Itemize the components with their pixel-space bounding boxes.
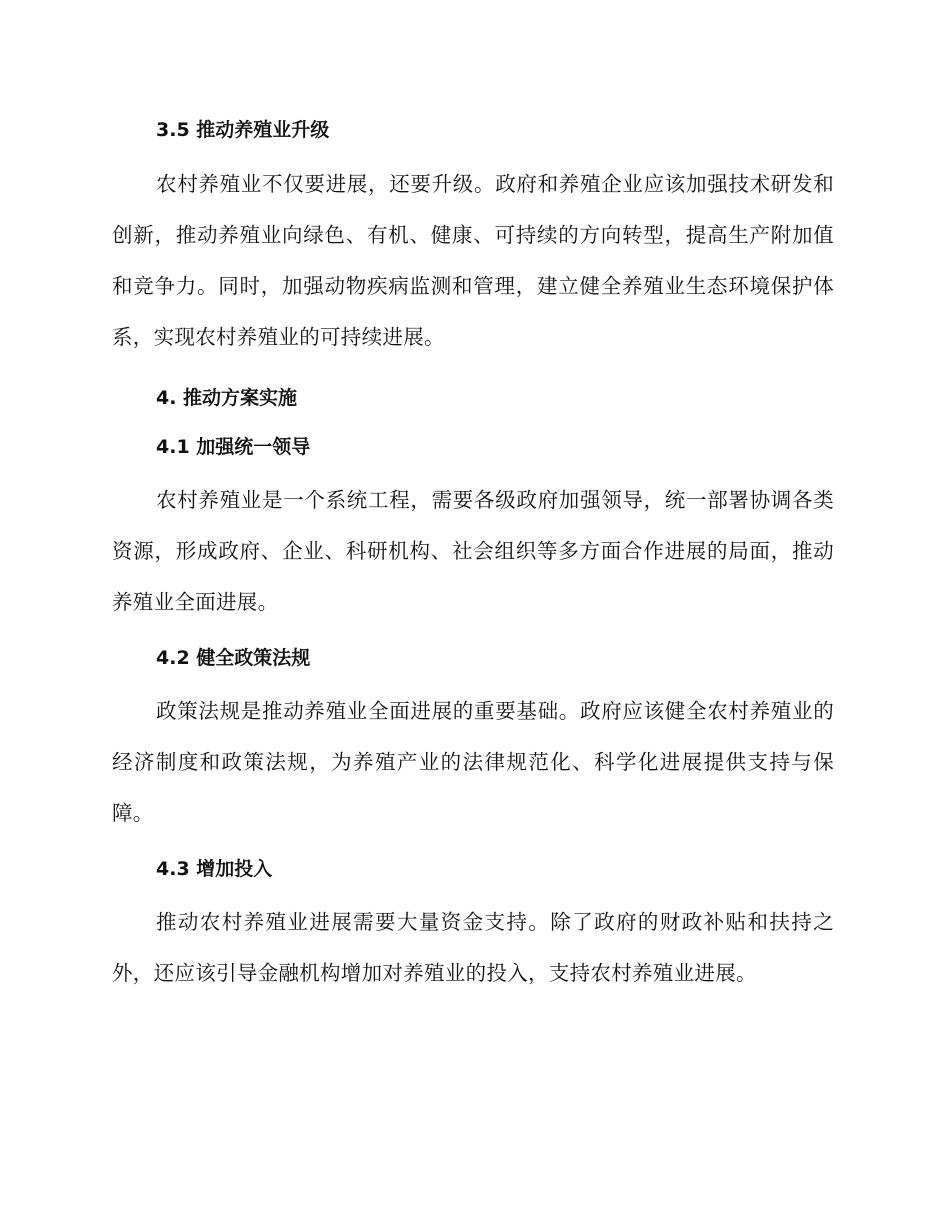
section-heading-3-5: 3.5 推动养殖业升级 (156, 119, 330, 141)
document-page (112, 108, 834, 999)
section-heading-4: 4. 推动方案实施 (156, 387, 298, 409)
section-heading-4-2: 4.2 健全政策法规 (156, 647, 311, 669)
section-paragraph-4-2: 政策法规是推动养殖业全面进展的重要基础。政府应该健全农村养殖业的经济制度和政策法规，为养殖产业的法律规范化、科学化进展提供支持与保障。 (112, 699, 834, 825)
section-heading-4-3: 4.3 增加投入 (156, 858, 273, 880)
section-heading-4-1: 4.1 加强统一领导 (156, 436, 311, 458)
section-paragraph-4-3: 推动农村养殖业进展需要大量资金支持。除了政府的财政补贴和扶持之外，还应该引导金融机构增加对养殖业的投入，支持农村养殖业进展。 (112, 910, 834, 985)
section-paragraph-3-5: 农村养殖业不仅要进展，还要升级。政府和养殖企业应该加强技术研发和创新，推动养殖业向绿色、有机、健康、可持续的方向转型，提高生产附加值和竞争力。同时，加强动物疾病监测和管理，建立健全养殖业生态环境保护体系，实现农村养殖业的可持续进展。 (112, 172, 834, 349)
section-paragraph-4-1: 农村养殖业是一个系统工程，需要各级政府加强领导，统一部署协调各类资源，形成政府、企业、科研机构、社会组织等多方面合作进展的局面，推动养殖业全面进展。 (112, 488, 834, 614)
